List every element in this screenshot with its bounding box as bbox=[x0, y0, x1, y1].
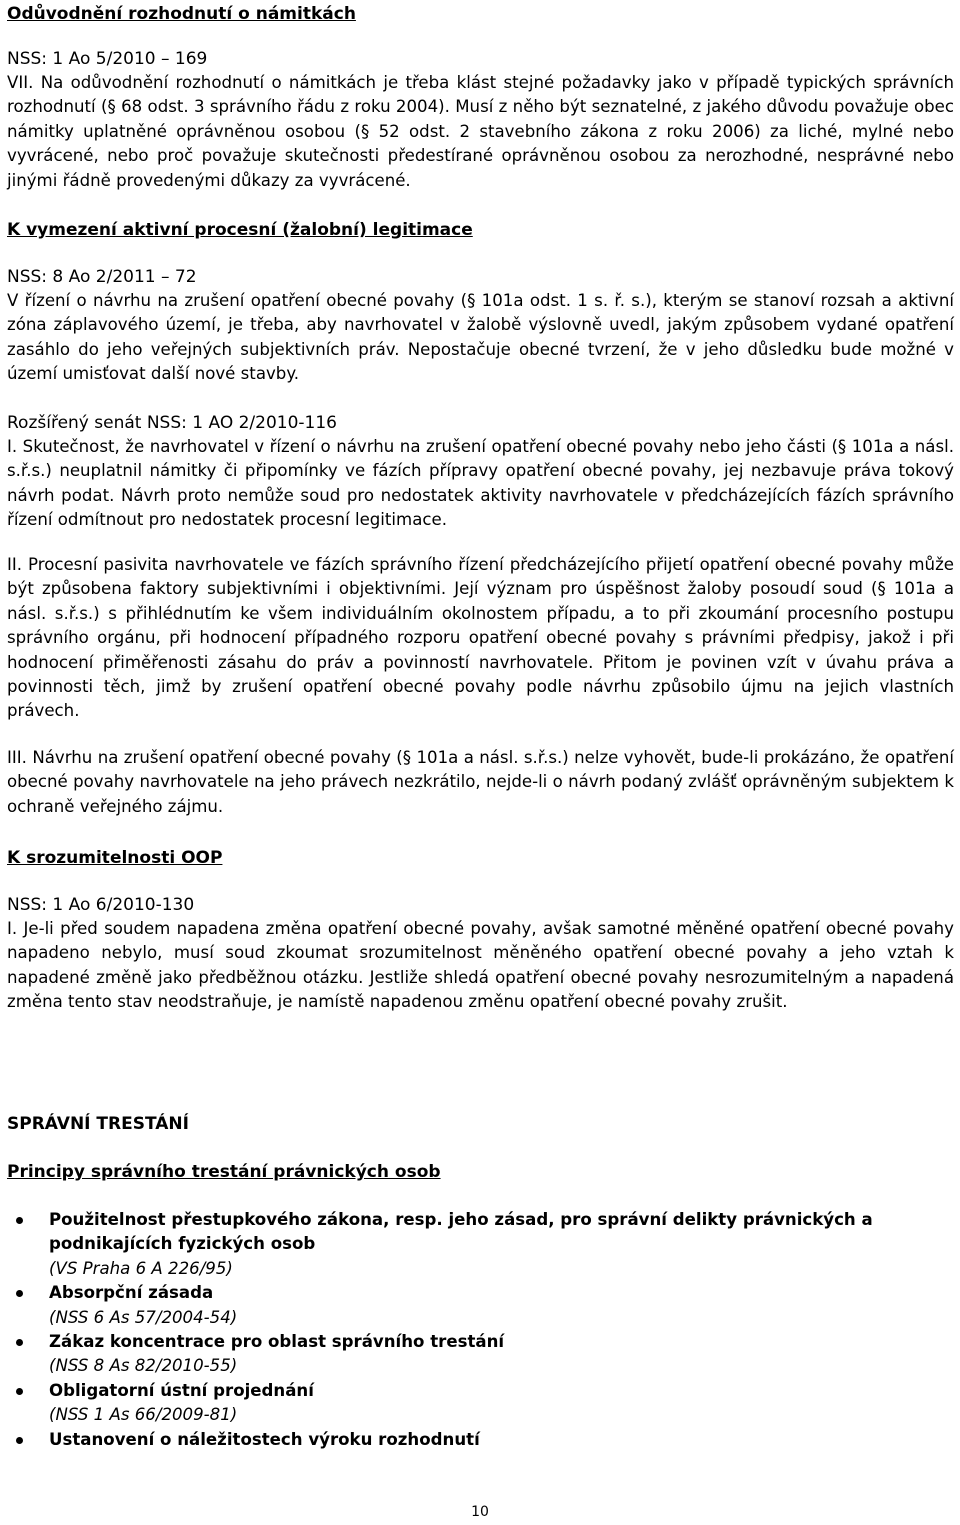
principles-list bbox=[7, 1208, 954, 1452]
case-reference: NSS: 8 Ao 2/2011 – 72 bbox=[7, 267, 197, 287]
section-heading: K srozumitelnosti OOP bbox=[7, 848, 223, 868]
section-extended-senate-iii bbox=[7, 746, 954, 819]
list-item bbox=[7, 1208, 954, 1281]
paragraph: V řízení o návrhu na zrušení opatření obecné povahy (§ 101a odst. 1 s. ř. s.), kterým se stanoví rozsah a aktivní zóna záplavového území, je třeba, aby navrhovatel v žalobě výslovně uvedl, jakým způsobem vydané opatření zasáhlo do jeho veřejných subjektivních práv. Nepostačuje obecné tvrzení, že v jeho důsledku bude možné v území umisťovat další nové stavby. bbox=[7, 291, 954, 384]
section-heading: K vymezení aktivní procesní (žalobní) legitimace bbox=[7, 220, 473, 240]
section-extended-senate bbox=[7, 411, 954, 533]
principle-title: Absorpční zásada bbox=[49, 1283, 214, 1303]
case-reference: NSS: 1 Ao 5/2010 – 169 bbox=[7, 49, 208, 69]
principle-reference: (VS Praha 6 A 226/95) bbox=[49, 1258, 233, 1278]
list-item bbox=[7, 1330, 954, 1379]
section-heading: Odůvodnění rozhodnutí o námitkách bbox=[7, 4, 356, 24]
section-reasoning-body bbox=[7, 47, 954, 193]
section-legitimacy-body bbox=[7, 265, 954, 387]
section-extended-senate-ii bbox=[7, 553, 954, 724]
case-reference: NSS: 1 Ao 6/2010-130 bbox=[7, 895, 195, 915]
principle-title: Obligatorní ústní projednání bbox=[49, 1380, 314, 1400]
chapter-heading: SPRÁVNÍ TRESTÁNÍ bbox=[7, 1114, 189, 1134]
subsection-heading: Principy správního trestání právnických osob bbox=[7, 1162, 441, 1182]
paragraph-iii: III. Návrhu na zrušení opatření obecné povahy (§ 101a a násl. s.ř.s.) nelze vyhovět, bude-li prokázáno, že opatření obecné povahy navrhovatele na jeho právech nezkrátilo, nejde-li o návrh podaný zvlášť oprávněným subjektem k ochraně veřejného zájmu. bbox=[7, 748, 954, 816]
section-active-legitimacy bbox=[7, 218, 954, 242]
principle-reference: (NSS 8 As 82/2010-55) bbox=[49, 1356, 238, 1376]
principle-title: Použitelnost přestupkového zákona, resp. jeho zásad, pro správní delikty právnických a podnikajících fyzických osob bbox=[49, 1210, 873, 1254]
principle-title: Ustanovení o náležitostech výroku rozhodnutí bbox=[49, 1429, 480, 1449]
principle-title: Zákaz koncentrace pro oblast správního trestání bbox=[49, 1332, 505, 1352]
bullet-icon bbox=[16, 1290, 23, 1297]
section-comprehensibility-body bbox=[7, 893, 954, 1015]
paragraph-ii: II. Procesní pasivita navrhovatele ve fázích správního řízení předcházejícího přijetí opatření obecné povahy může být způsobena faktory subjektivními i objektivními. Její význam pro úspěšnost žaloby posoudí soud (§ 101a a násl. s.ř.s.) s přihlédnutím ke všem individuálním okolnostem případu, a to při zkoumání procesního postupu správního orgánu, při hodnocení případného rozporu opatření obecné povahy s právními předpisy, jakož i při hodnocení přiměřenosti zásahu do práv a povinností navrhovatele. Přitom je povinen vzít v úvahu práva a povinnosti těch, jimž by zrušení opatření obecné povahy podle návrhu způsobilo újmu na jejich vlastních právech. bbox=[7, 555, 954, 721]
section-comprehensibility bbox=[7, 846, 954, 870]
paragraph-i: I. Skutečnost, že navrhovatel v řízení o návrhu na zrušení opatření obecné povahy nebo jeho části (§ 101a a násl. s.ř.s.) neuplatnil námitky či připomínky ve fázích přípravy opatření obecné povahy, jej nezbavuje práva tokový návrh podat. Návrh proto nemůže soud pro nedostatek aktivity navrhovatele v předcházejících fázích správního řízení odmítnout pro nedostatek procesní legitimace. bbox=[7, 437, 954, 530]
list-item bbox=[7, 1379, 954, 1428]
bullet-icon bbox=[16, 1437, 23, 1444]
list-item bbox=[7, 1281, 954, 1330]
list-item bbox=[7, 1428, 954, 1452]
page-number: 10 bbox=[471, 1504, 489, 1520]
case-reference: Rozšířený senát NSS: 1 AO 2/2010-116 bbox=[7, 413, 337, 433]
bullet-icon bbox=[16, 1217, 23, 1224]
principle-reference: (NSS 1 As 66/2009-81) bbox=[49, 1405, 238, 1425]
paragraph: I. Je-li před soudem napadena změna opatření obecné povahy, avšak samotné měněné opatření obecné povahy napadeno nebylo, musí soud zkoumat srozumitelnost měněného opatření obecné povahy a jeho vztah k napadené změně jako předběžnou otázku. Jestliže shledá opatření obecné povahy nesrozumitelným a napadená změna tento stav neodstraňuje, je namístě napadenou změnu opatření obecné povahy zrušit. bbox=[7, 919, 954, 1012]
section-reasoning-objections bbox=[7, 2, 954, 26]
bullet-icon bbox=[16, 1388, 23, 1395]
paragraph: VII. Na odůvodnění rozhodnutí o námitkách je třeba klást stejné požadavky jako v případě typických správních rozhodnutí (§ 68 odst. 3 správního řádu z roku 2004). Musí z něho být seznatelné, z jakého důvodu považuje obec námitky uplatněné oprávněnou osobou (§ 52 odst. 2 stavebního zákona z roku 2006) za liché, mylné nebo vyvrácené, nebo proč považuje skutečnosti předestírané oprávněnou osobou za nerozhodné, nesprávné nebo jinými řádně provedenými důkazy za vyvrácené. bbox=[7, 73, 954, 190]
section-administrative-punishment bbox=[7, 1112, 954, 1136]
section-principles bbox=[7, 1160, 954, 1184]
bullet-icon bbox=[16, 1339, 23, 1346]
principle-reference: (NSS 6 As 57/2004-54) bbox=[49, 1307, 238, 1327]
